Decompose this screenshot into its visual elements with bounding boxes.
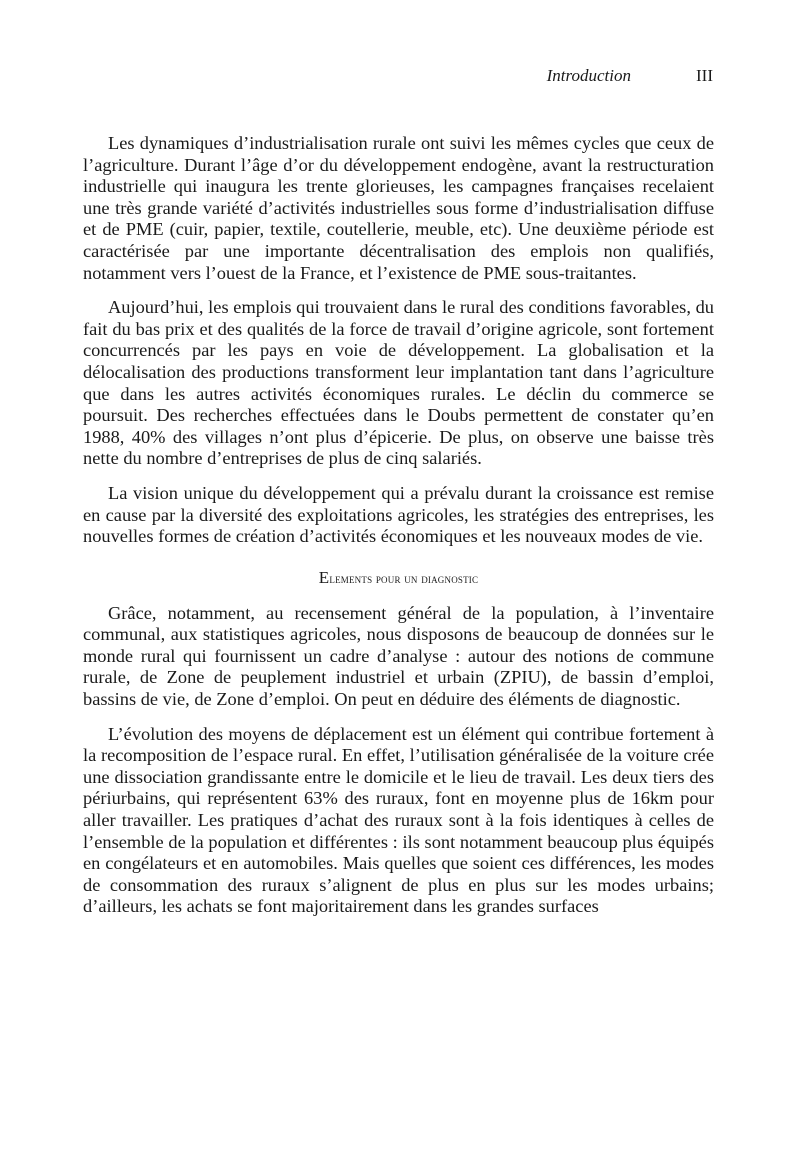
page-body [83, 133, 714, 918]
running-title: Introduction [546, 66, 631, 85]
running-head [83, 66, 713, 90]
page-number: III [696, 66, 713, 85]
paragraph-transport-evolution: L’évolution des moyens de déplacement est un élément qui contribue fortement à la recomposition de l’espace rural. En effet, l’utilisation généralisée de la voiture crée une dissociation grandissante entre le domicile et le lieu de travail. Les deux tiers des périurbains, qui représentent 63% des ruraux, font en moyenne plus de 16km pour aller travailler. Les pratiques d’achat des ruraux sont à la fois identiques à celles de l’ensemble de la population et différentes : ils sont notamment beaucoup plus équipés en congélateurs et en automobiles. Mais quelles que soient ces différences, les modes de consommation des ruraux s’alignent de plus en plus sur les modes urbains; d’ailleurs, les achats se font majoritairement dans les grandes surfaces [83, 723, 714, 917]
paragraph-statistical-sources: Grâce, notamment, au recensement général de la population, à l’inventaire communal, aux statistiques agricoles, nous disposons de beaucoup de données sur le monde rural qui fournissent un cadre d’analyse : autour des notions de commune rurale, de Zone de peuplement industriel et urbain (ZPIU), de bassin d’emploi, bassins de vie, de Zone d’emploi. On peut en déduire des éléments de diagnostic. [83, 602, 714, 710]
section-heading-rest: lements pour un diagnostic [329, 570, 479, 586]
paragraph-employment-competition: Aujourd’hui, les emplois qui trouvaient dans le rural des conditions favorables, du fait du bas prix et des qualités de la force de travail d’origine agricole, sont fortement concurrencés par les pays en voie de développement. La globalisation et la délocalisation des productions transforment leur implantation tant dans l’agriculture que dans les autres activités économiques rurales. Le déclin du commerce se poursuit. Des recherches effectuées dans le Doubs permettent de constater qu’en 1988, 40% des villages n’ont plus d’épicerie. De plus, on observe une baisse très nette du nombre d’entreprises de plus de cinq salariés. [83, 297, 714, 469]
paragraph-rural-industrialisation: Les dynamiques d’industrialisation rurale ont suivi les mêmes cycles que ceux de l’agriculture. Durant l’âge d’or du développement endogène, avant la restructuration industrielle qui inaugura les trente glorieuses, les campagnes françaises recelaient une très grande variété d’activités industrielles sous forme d’industrialisation diffuse et de PME (cuir, papier, textile, coutellerie, meuble, etc). Une deuxième période est caractérisée par une importante décentralisation des emplois non qualifiés, notamment vers l’ouest de la France, et l’existence de PME sous-traitantes. [83, 133, 714, 283]
paragraph-development-vision: La vision unique du développement qui a prévalu durant la croissance est remise en cause par la diversité des exploitations agricoles, les stratégies des entreprises, les nouvelles formes de création d’activités économiques et les nouveaux modes de vie. [83, 482, 714, 547]
section-heading-initial: E [318, 567, 330, 587]
section-heading [83, 568, 714, 589]
